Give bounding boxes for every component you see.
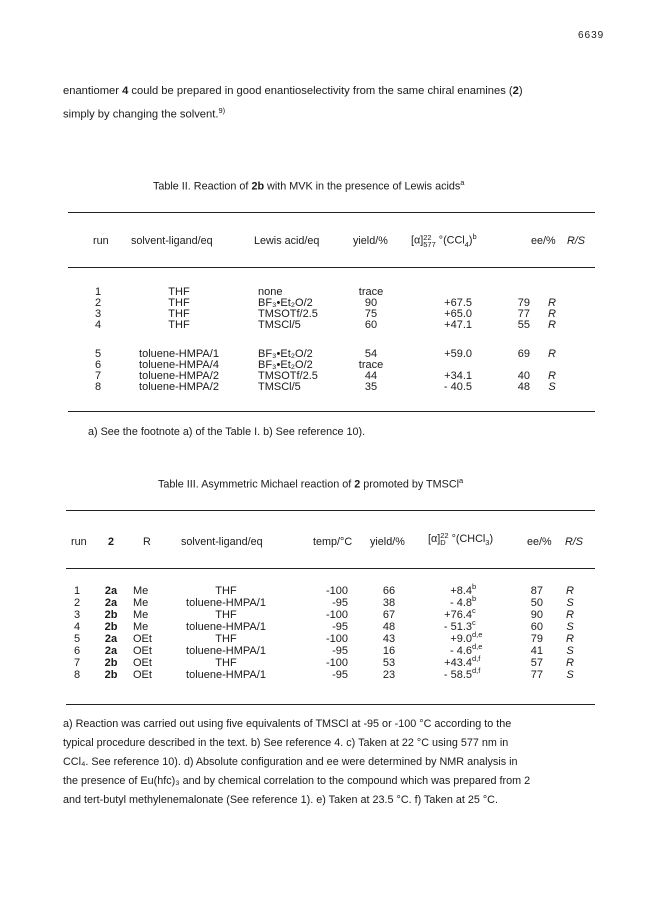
t3-header-run: run [71, 536, 87, 548]
intro-line-1: enantiomer 4 could be prepared in good enantioselectivity from the same chiral enamines (2) [63, 85, 523, 97]
t2-cell-solvent: toluene-HMPA/1 [139, 348, 219, 360]
t3-cell-r: Me [133, 621, 149, 633]
t3-footnote-line: the presence of Eu(hfc)₃ and by chemical correlation to the compound which was prepared from 2 [63, 775, 531, 787]
t3-cell-alpha-sup: d,e [472, 642, 483, 651]
t3-cell-alpha: - 4.8 [449, 597, 472, 609]
t3-cell-temp: -100 [325, 633, 348, 645]
t2-cell-alpha: - 40.5 [443, 381, 472, 393]
t2-header-run: run [93, 235, 109, 247]
t3-cell-yield: 16 [382, 645, 396, 657]
t3-cell-alpha: +9.0 [450, 633, 472, 645]
t3-header-temp: temp/°C [313, 536, 353, 548]
t3-cell-two: 2b [104, 621, 118, 633]
t2-cell-lewis: TMSCl/5 [258, 319, 301, 331]
t3-cell-alpha: +43.4 [444, 657, 472, 669]
t3-cell-alpha-sup: b [472, 582, 477, 591]
table3-bottom-rule [66, 704, 595, 705]
t2-cell-run: 6 [94, 359, 102, 371]
t2-cell-yield: 60 [364, 319, 378, 331]
t2-cell-ee: 79 [517, 297, 530, 309]
t2-cell-lewis: BF₃•Et₂O/2 [258, 297, 313, 309]
t2-cell-alpha: +67.5 [444, 297, 472, 309]
t2-cell-solvent: THF [168, 297, 190, 309]
t3-cell-yield: 23 [382, 669, 396, 681]
t3-cell-run: 1 [73, 585, 81, 597]
t2-cell-run: 2 [94, 297, 102, 309]
table2-bottom-rule [68, 411, 595, 412]
t3-cell-ee: 90 [530, 609, 543, 621]
t3-cell-temp: -95 [332, 621, 348, 633]
t3-cell-ee: 87 [530, 585, 543, 597]
t3-cell-yield: 53 [382, 657, 396, 669]
table3-caption: Table III. Asymmetric Michael reaction of 2 promoted by TMSCl$^a$ [158, 476, 464, 491]
t3-cell-yield: 66 [382, 585, 396, 597]
t3-cell-ee: 57 [530, 657, 543, 669]
t3-cell-r: OEt [133, 645, 152, 657]
t3-cell-alpha: - 51.3 [443, 621, 472, 633]
t3-cell-alpha-sup: d,e [472, 630, 483, 639]
intro-line-2: simply by changing the solvent.$^{9)}$ [63, 106, 226, 121]
t3-cell-rs: S [566, 669, 574, 681]
t2-cell-rs: R [548, 370, 556, 382]
t3-cell-rs: R [566, 633, 574, 645]
t3-cell-alpha: +76.4 [444, 609, 472, 621]
table2-header-rule [68, 267, 595, 268]
page-number: 6639 [578, 30, 605, 41]
t3-cell-run: 6 [73, 645, 81, 657]
t3-cell-r: OEt [133, 669, 152, 681]
t3-header-ee: ee/% [527, 536, 552, 548]
t2-cell-solvent: toluene-HMPA/4 [139, 359, 219, 371]
t2-cell-yield: 75 [364, 308, 378, 320]
t3-cell-rs: S [566, 621, 574, 633]
t3-footnote-line: CCl₄. See reference 10). d) Absolute configuration and ee were determined by NMR analysis in [63, 756, 518, 768]
t3-cell-run: 3 [73, 609, 81, 621]
t2-cell-run: 3 [94, 308, 102, 320]
t2-cell-run: 4 [94, 319, 102, 331]
t3-footnote-line: a) Reaction was carried out using five equivalents of TMSCl at -95 or -100 °C according to the [63, 718, 512, 730]
t3-cell-r: Me [133, 609, 149, 621]
t2-cell-solvent: toluene-HMPA/2 [139, 370, 219, 382]
t2-cell-ee: 40 [517, 370, 530, 382]
t2-cell-rs: R [548, 319, 556, 331]
t3-cell-rs: R [566, 609, 574, 621]
t3-cell-run: 8 [73, 669, 81, 681]
t3-cell-alpha-sup: c [472, 618, 476, 627]
t2-cell-lewis: BF₃•Et₂O/2 [258, 359, 313, 371]
t2-cell-ee: 48 [517, 381, 530, 393]
t3-header-yield: yield/% [370, 536, 405, 548]
table2-top-rule [68, 212, 595, 213]
t3-cell-alpha: +8.4 [450, 585, 472, 597]
t3-header-rotation: [α]22 D °(CHCl$_3$) [428, 531, 494, 548]
t2-header-rs: R/S [567, 235, 585, 247]
t3-cell-solvent: toluene-HMPA/1 [186, 645, 266, 657]
t2-cell-run: 8 [94, 381, 102, 393]
t2-header-lewis-acid: Lewis acid/eq [254, 235, 320, 247]
t3-cell-ee: 79 [530, 633, 543, 645]
t3-cell-run: 7 [73, 657, 81, 669]
t3-header-r: R [143, 536, 151, 548]
t3-cell-ee: 77 [530, 669, 543, 681]
t3-cell-ee: 60 [530, 621, 543, 633]
t2-cell-alpha: +34.1 [444, 370, 472, 382]
t3-cell-yield: 38 [382, 597, 396, 609]
table3-top-rule [66, 510, 595, 511]
t3-cell-run: 4 [73, 621, 81, 633]
t2-header-solvent: solvent-ligand/eq [131, 235, 213, 247]
t3-footnote-line: and tert-butyl methylenemalonate (See reference 1). e) Taken at 23.5 °C. f) Taken at 25 °C. [63, 794, 498, 806]
t3-cell-alpha: - 58.5 [443, 669, 472, 681]
t3-cell-yield: 48 [382, 621, 396, 633]
t2-cell-yield: 54 [364, 348, 378, 360]
t2-cell-yield: trace [358, 359, 384, 371]
t2-cell-run: 5 [94, 348, 102, 360]
t2-cell-alpha: +59.0 [444, 348, 472, 360]
t3-cell-ee: 50 [530, 597, 543, 609]
intro-paragraph [63, 82, 623, 125]
t3-cell-rs: S [566, 645, 574, 657]
t3-cell-temp: -100 [325, 657, 348, 669]
t3-cell-temp: -95 [332, 669, 348, 681]
t2-cell-yield: 90 [364, 297, 378, 309]
t2-cell-yield: 44 [364, 370, 378, 382]
t3-cell-solvent: THF [215, 585, 237, 597]
t2-cell-rs: R [548, 297, 556, 309]
table2-caption: Table II. Reaction of 2b with MVK in the presence of Lewis acids$^a$ [153, 178, 465, 193]
t3-cell-alpha-sup: d,f [472, 666, 481, 675]
t3-cell-two: 2a [104, 597, 118, 609]
t3-cell-yield: 67 [382, 609, 396, 621]
t3-cell-two: 2a [104, 585, 118, 597]
t2-cell-ee: 77 [517, 308, 530, 320]
t3-cell-two: 2b [104, 609, 118, 621]
table2-footnote: a) See the footnote a) of the Table I. b) See reference 10). [88, 426, 366, 438]
t3-cell-ee: 41 [530, 645, 543, 657]
t3-cell-yield: 43 [382, 633, 396, 645]
t3-cell-solvent: THF [215, 657, 237, 669]
t2-cell-rs: R [548, 348, 556, 360]
t3-cell-alpha-sup: c [472, 606, 476, 615]
t2-cell-lewis: TMSOTf/2.5 [258, 370, 318, 382]
t3-cell-alpha: - 4.6 [449, 645, 472, 657]
t3-cell-two: 2a [104, 633, 118, 645]
t3-cell-rs: R [566, 585, 574, 597]
t2-cell-rs: R [548, 308, 556, 320]
t3-cell-alpha-sup: b [472, 594, 477, 603]
t2-cell-solvent: THF [168, 319, 190, 331]
t3-cell-r: OEt [133, 657, 152, 669]
t3-cell-rs: S [566, 597, 574, 609]
t2-cell-solvent: THF [168, 308, 190, 320]
t2-header-rotation: [α]22 577 $^\circ(CCl_4)^b$ [411, 232, 477, 249]
t2-cell-alpha: +47.1 [444, 319, 472, 331]
t3-footnote-line: typical procedure described in the text. b) See reference 4. c) Taken at 22 °C using 577 nm in [63, 737, 509, 749]
t3-cell-solvent: toluene-HMPA/1 [186, 621, 266, 633]
t3-cell-solvent: toluene-HMPA/1 [186, 597, 266, 609]
t2-cell-run: 1 [94, 286, 102, 298]
t3-header-rs: R/S [565, 536, 583, 548]
t3-cell-solvent: THF [215, 609, 237, 621]
t2-cell-ee: 69 [517, 348, 530, 360]
t2-cell-lewis: none [258, 286, 283, 298]
t3-header-solvent: solvent-ligand/eq [181, 536, 263, 548]
t2-cell-solvent: toluene-HMPA/2 [139, 381, 219, 393]
t3-header-compound: 2 [108, 536, 115, 548]
t2-header-ee: ee/% [531, 235, 556, 247]
t2-cell-solvent: THF [168, 286, 190, 298]
t2-cell-yield: 35 [364, 381, 378, 393]
table3-header-rule [66, 568, 595, 569]
t3-cell-rs: R [566, 657, 574, 669]
t2-cell-rs: S [548, 381, 556, 393]
t3-cell-temp: -95 [332, 645, 348, 657]
t2-header-yield: yield/% [353, 235, 388, 247]
t2-cell-lewis: BF₃•Et₂O/2 [258, 348, 313, 360]
t3-cell-r: Me [133, 597, 149, 609]
t3-cell-temp: -100 [325, 609, 348, 621]
t2-cell-lewis: TMSCl/5 [258, 381, 301, 393]
t3-cell-temp: -100 [325, 585, 348, 597]
t3-cell-alpha-sup: d,f [472, 654, 481, 663]
t3-cell-solvent: THF [215, 633, 237, 645]
t2-cell-ee: 55 [517, 319, 530, 331]
t3-cell-solvent: toluene-HMPA/1 [186, 669, 266, 681]
t2-cell-alpha: +65.0 [444, 308, 472, 320]
t3-cell-r: Me [133, 585, 149, 597]
t3-cell-r: OEt [133, 633, 152, 645]
t2-cell-run: 7 [94, 370, 102, 382]
t3-cell-two: 2b [104, 669, 118, 681]
t2-cell-lewis: TMSOTf/2.5 [258, 308, 318, 320]
t3-cell-run: 2 [73, 597, 81, 609]
t2-cell-yield: trace [358, 286, 384, 298]
t3-cell-two: 2a [104, 645, 118, 657]
t3-cell-run: 5 [73, 633, 81, 645]
t3-cell-two: 2b [104, 657, 118, 669]
t3-cell-temp: -95 [332, 597, 348, 609]
